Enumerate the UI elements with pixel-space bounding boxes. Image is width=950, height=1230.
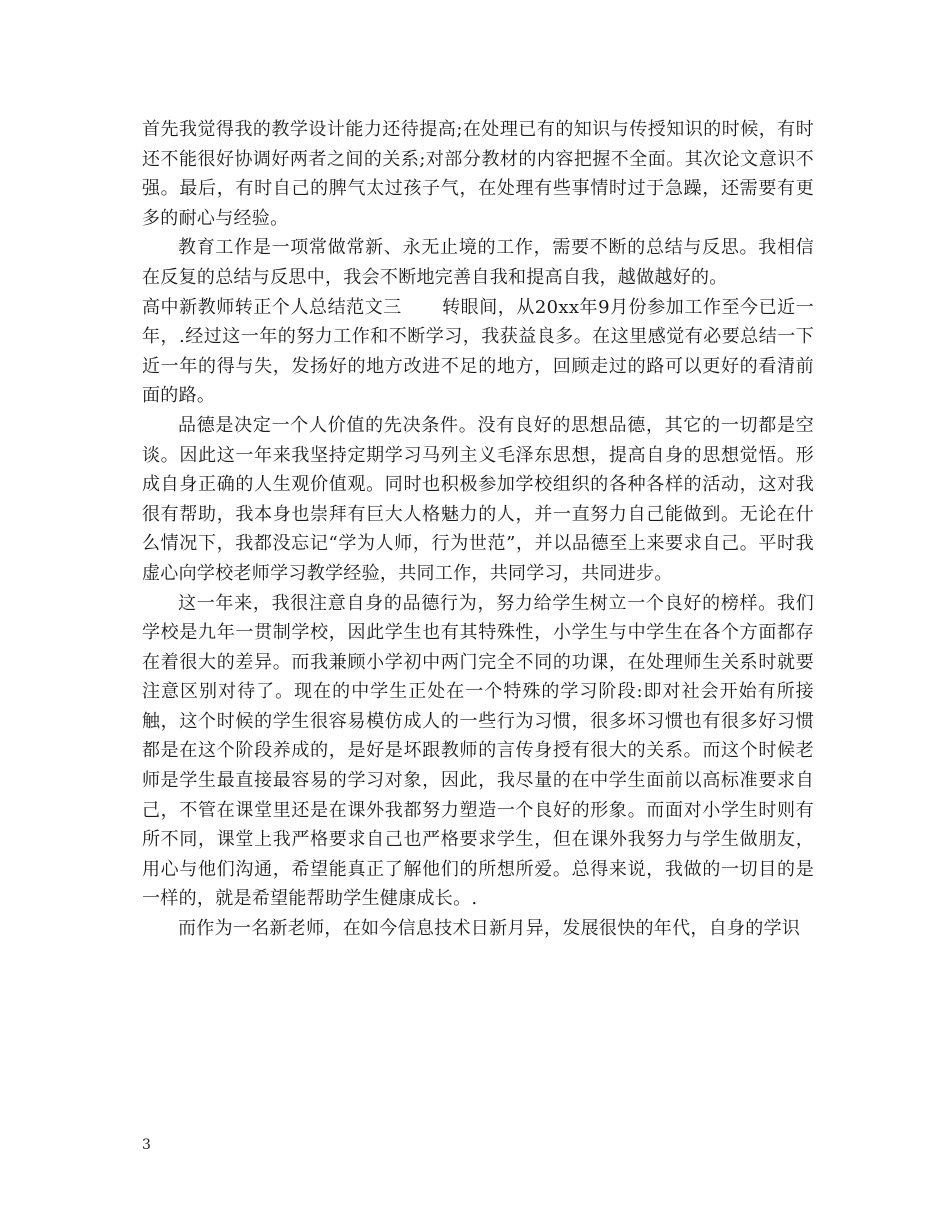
paragraph-3 — [142, 293, 814, 411]
paragraph-6: 而作为一名新老师，在如今信息技术日新月异，发展很快的年代，自身的学识 — [178, 918, 801, 940]
paragraph-2: 教育工作是一项常做常新、永无止境的工作，需要不断的总结与反思。我相信在反复的总结与反思中，我会不断地完善自我和提高自我，越做越好的。 — [142, 237, 814, 288]
section-heading: 高中新教师转正个人总结范文三 — [142, 296, 402, 318]
page-number: 3 — [142, 1137, 151, 1153]
paragraph-1: 首先我觉得我的教学设计能力还待提高;在处理已有的知识与传授知识的时候，有时还不能很好协调好两者之间的关系;对部分教材的内容把握不全面。其次论文意识不强。最后，有时自己的脾气太过孩子气，在处理有些事情时过于急躁，还需要有更多的耐心与经验。 — [142, 119, 814, 229]
document-body — [142, 115, 814, 944]
paragraph-4: 品德是决定一个人价值的先决条件。没有良好的思想品德，其它的一切都是空谈。因此这一年来我坚持定期学习马列主义毛泽东思想，提高自身的思想觉悟。形成自身正确的人生观价值观。同时也积极参加学校组织的各种各样的活动，这对我很有帮助，我本身也崇拜有巨大人格魅力的人，并一直努力自己能做到。无论在什么情况下，我都没忘记“学为人师，行为世范”，并以品德至上来要求自己。平时我虚心向学校老师学习教学经验，共同工作，共同学习，共同进步。 — [142, 414, 814, 584]
paragraph-5: 这一年来，我很注意自身的品德行为，努力给学生树立一个良好的榜样。我们学校是九年一贯制学校，因此学生也有其特殊性，小学生与中学生在各个方面都存在着很大的差异。而我兼顾小学初中两门完全不同的功课，在处理师生关系时就要注意区别对待了。现在的中学生正处在一个特殊的学习阶段:即对社会开始有所接触，这个时候的学生很容易模仿成人的一些行为习惯，很多坏习惯也有很多好习惯都是在这个阶段养成的，是好是坏跟教师的言传身授有很大的关系。而这个时候老师是学生最直接最容易的学习对象，因此，我尽量的在中学生面前以高标准要求自己，不管在课堂里还是在课外我都努力塑造一个良好的形象。而面对小学生时则有所不同，课堂上我严格要求自己也严格要求学生，但在课外我努力与学生做朋友，用心与他们沟通，希望能真正了解他们的所想所爱。总得来说，我做的一切目的是一样的，就是希望能帮助学生健康成长。. — [142, 592, 814, 910]
paragraph-3-text: 转眼间，从20xx年9月份参加工作至今已近一年，.经过这一年的努力工作和不断学习，我获益良多。在这里感觉有必要总结一下近一年的得与失，发扬好的地方改进不足的地方，回顾走过的路可以更好的看清前面的路。 — [142, 296, 814, 407]
